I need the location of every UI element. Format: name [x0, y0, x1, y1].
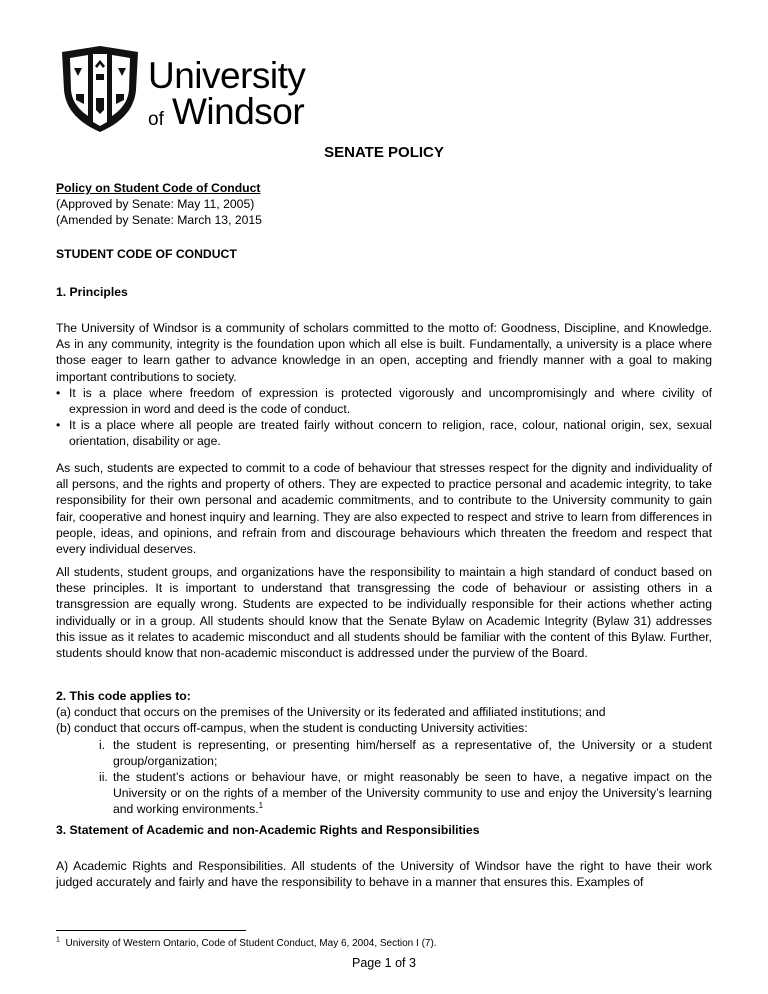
section-1-paragraph-3 [56, 564, 712, 661]
section-2 [56, 688, 712, 818]
section-2-heading: 2. This code applies to: [56, 689, 191, 703]
list-item [56, 704, 712, 720]
sub-list-text: the student is representing, or presenting him/herself as a representative of, the University or a student group/organization; [113, 737, 712, 768]
bullet-marker: • [56, 385, 61, 400]
bullet-text: It is a place where freedom of expression is protected vigorously and uncompromisingly and where civility of expression in word and deed is the code of conduct. [69, 385, 712, 417]
bullet-text: It is a place where all people are treated fairly without concern to religion, race, colour, national origin, sex, sexual orientation, disability or age. [69, 418, 712, 449]
footnote [56, 937, 437, 950]
sub-list-text: the student’s actions or behaviour have, or might reasonably be seen to have, a negative impact on the University or on the rights of a member of the University community to use and enjoy the University’s learning and working environments. [113, 770, 712, 817]
bullet-item [56, 385, 712, 417]
section-3-paragraph-a [56, 858, 712, 890]
logo-wordmark-windsor: Windsor [172, 91, 305, 132]
university-shield-icon [60, 46, 140, 132]
approved-line: (Approved by Senate: May 11, 2005) [56, 197, 255, 212]
list-text: conduct that occurs on the premises of the University or its federated and affiliated institutions; and [74, 705, 606, 720]
list-text: conduct that occurs off-campus, when the student is conducting University activities: [74, 721, 528, 736]
footnote-divider [56, 930, 246, 931]
paragraph-text: A) Academic Rights and Responsibilities. All students of the University of Windsor have the right to have their work judged accurately and fairly and have the responsibility to behave in a manner that ensures this. Examples of [56, 859, 712, 890]
section-1-body [56, 320, 712, 450]
page-number: Page 1 of 3 [352, 956, 416, 970]
bullet-marker: • [56, 418, 61, 433]
footnote-mark: 1 [56, 936, 60, 944]
logo-wordmark-of: of [148, 109, 164, 130]
section-1-paragraph-1: The University of Windsor is a community of scholars committed to the motto of: Goodness, Discipline, and Knowledge. As in any community, integrity is the foundation upon which all else is built. Fundamentally, a university is a place where those eager to learn gather to advance knowledge in an open, accepting and friendly manner with a goal to making important contributions to society. [56, 321, 712, 384]
sub-list-item [56, 769, 712, 818]
policy-header [56, 180, 712, 229]
list-label: (a) [56, 705, 71, 720]
paragraph-text: All students, student groups, and organizations have the responsibility to maintain a high standard of conduct based on these principles. It is important to understand that transgressing the code of behaviour or assisting others in a transgression are equally wrong. Students are expected to be individually responsible for their actions whether acting individually or in a group. All students should know that the Senate Bylaw on Academic Integrity (Bylaw 31) addresses this issue as it relates to academic misconduct and all students should be familiar with the content of this Bylaw. Further, students should know that non-academic misconduct is addressed under the purview of the Board. [56, 565, 712, 661]
bullet-item [56, 417, 712, 449]
section-1-heading: 1. Principles [56, 285, 128, 299]
list-item [56, 720, 712, 736]
paragraph-text: As such, students are expected to commit to a code of behaviour that stresses respect for the dignity and individuality of all persons, and the rights and property of others. They are expected to practice personal and academic integrity, to take responsibility for their own personal and academic commitments, and to contribute to the University community to gain fair, cooperative and honest inquiry and learning. They are also expected to respect and strive to learn from differences in people, ideas, and opinions, and refrain from and discourage behaviours which threaten the freedom and respect that every individual deserves. [56, 461, 712, 557]
section-3-heading: 3. Statement of Academic and non-Academic Rights and Responsibilities [56, 823, 480, 837]
footnote-reference[interactable]: 1 [258, 801, 264, 811]
logo-wordmark-university: University [148, 55, 306, 96]
university-logo [60, 46, 306, 136]
policy-name: Policy on Student Code of Conduct [56, 181, 261, 195]
sub-list-label: i. [99, 737, 106, 752]
code-heading: STUDENT CODE OF CONDUCT [56, 247, 237, 261]
page-title: SENATE POLICY [324, 144, 444, 161]
sub-list-label: ii. [99, 770, 108, 785]
sub-list-item [56, 737, 712, 769]
amended-line: (Amended by Senate: March 13, 2015 [56, 213, 262, 228]
list-label: (b) [56, 721, 71, 736]
section-1-paragraph-2 [56, 460, 712, 557]
footnote-text: University of Western Ontario, Code of Student Conduct, May 6, 2004, Section I (7). [65, 938, 437, 949]
